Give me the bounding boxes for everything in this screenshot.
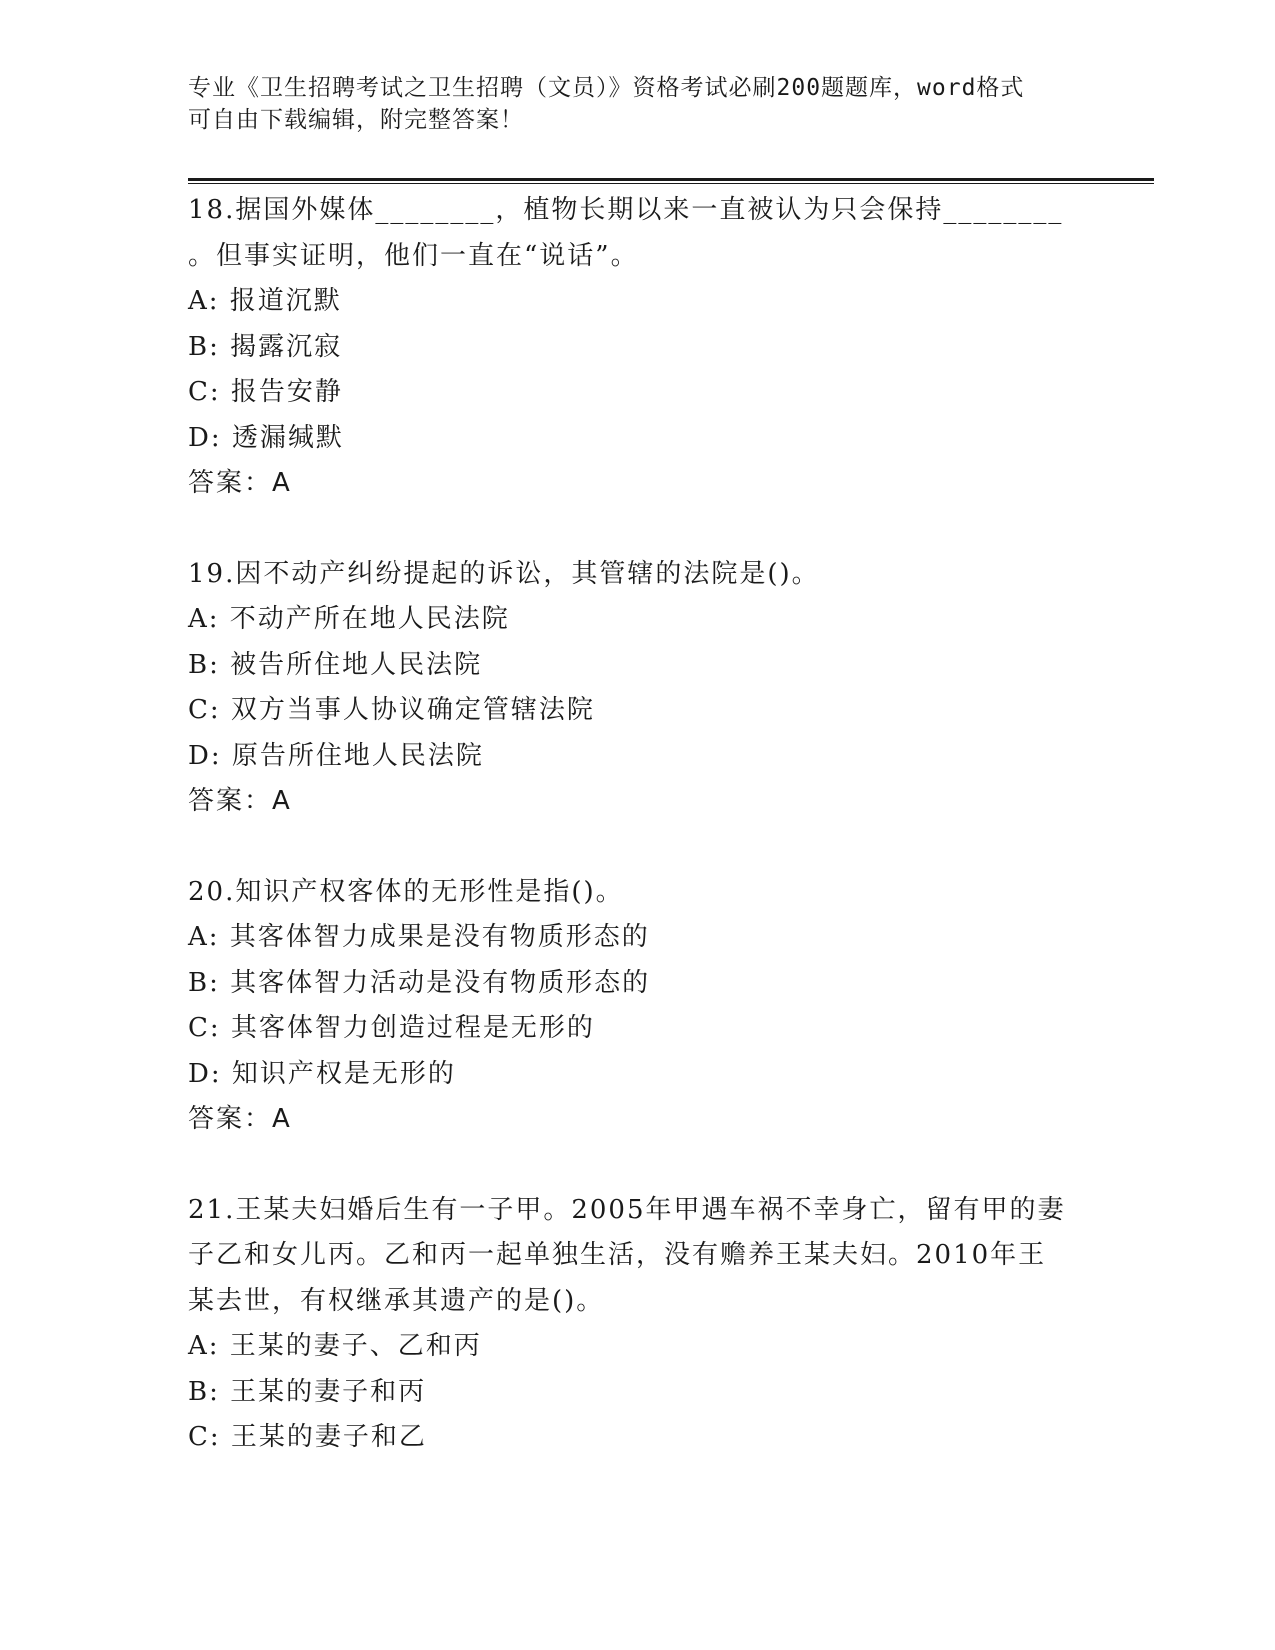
- option-d: D: 知识产权是无形的: [188, 1058, 456, 1089]
- question-stem: 20.知识产权客体的无形性是指()。: [188, 876, 624, 907]
- answer-label: 答案：A: [188, 786, 292, 816]
- option-d: D: 原告所住地人民法院: [188, 740, 484, 771]
- question-19: [188, 552, 1088, 825]
- option-c: C: 其客体智力创造过程是无形的: [188, 1013, 595, 1043]
- option-a: A: 报道沉默: [188, 286, 342, 316]
- option-b: B: 被告所住地人民法院: [188, 649, 483, 680]
- option-b: B: 其客体智力活动是没有物质形态的: [188, 967, 651, 998]
- option-a: A: 王某的妻子、乙和丙: [188, 1331, 482, 1361]
- header-divider-thin: [188, 183, 1154, 184]
- header-line-2: 可自由下载编辑，附完整答案！: [188, 107, 524, 133]
- option-c: C: 王某的妻子和乙: [188, 1422, 427, 1452]
- question-stem: 。但事实证明，他们一直在“说话”。: [188, 240, 639, 271]
- option-b: B: 揭露沉寂: [188, 331, 343, 362]
- question-stem: 某去世，有权继承其遗产的是()。: [188, 1285, 605, 1316]
- option-c: C: 双方当事人协议确定管辖法院: [188, 695, 595, 725]
- question-21: [188, 1188, 1088, 1461]
- question-list: [188, 188, 1088, 1506]
- question-stem: 19.因不动产纠纷提起的诉讼，其管辖的法院是()。: [188, 558, 820, 589]
- option-d: D: 透漏缄默: [188, 422, 344, 453]
- option-a: A: 其客体智力成果是没有物质形态的: [188, 922, 650, 952]
- question-18: [188, 188, 1088, 507]
- header-divider: [188, 178, 1154, 181]
- answer-label: 答案：A: [188, 1104, 292, 1134]
- question-stem: 子乙和女儿丙。乙和丙一起单独生活，没有赡养王某夫妇。2010年王: [188, 1240, 1047, 1270]
- header-line-1: 专业《卫生招聘考试之卫生招聘（文员）》资格考试必刷200题题库，word格式: [188, 75, 1025, 101]
- answer-label: 答案：A: [188, 468, 292, 498]
- option-a: A: 不动产所在地人民法院: [188, 604, 510, 634]
- option-b: B: 王某的妻子和丙: [188, 1376, 427, 1407]
- question-stem: 18.据国外媒体________，植物长期以来一直被认为只会保持________: [188, 195, 1064, 225]
- question-stem: 21.王某夫妇婚后生有一子甲。2005年甲遇车祸不幸身亡，留有甲的妻: [188, 1194, 1066, 1225]
- document-header: [188, 72, 1068, 136]
- option-c: C: 报告安静: [188, 377, 343, 407]
- question-20: [188, 870, 1088, 1143]
